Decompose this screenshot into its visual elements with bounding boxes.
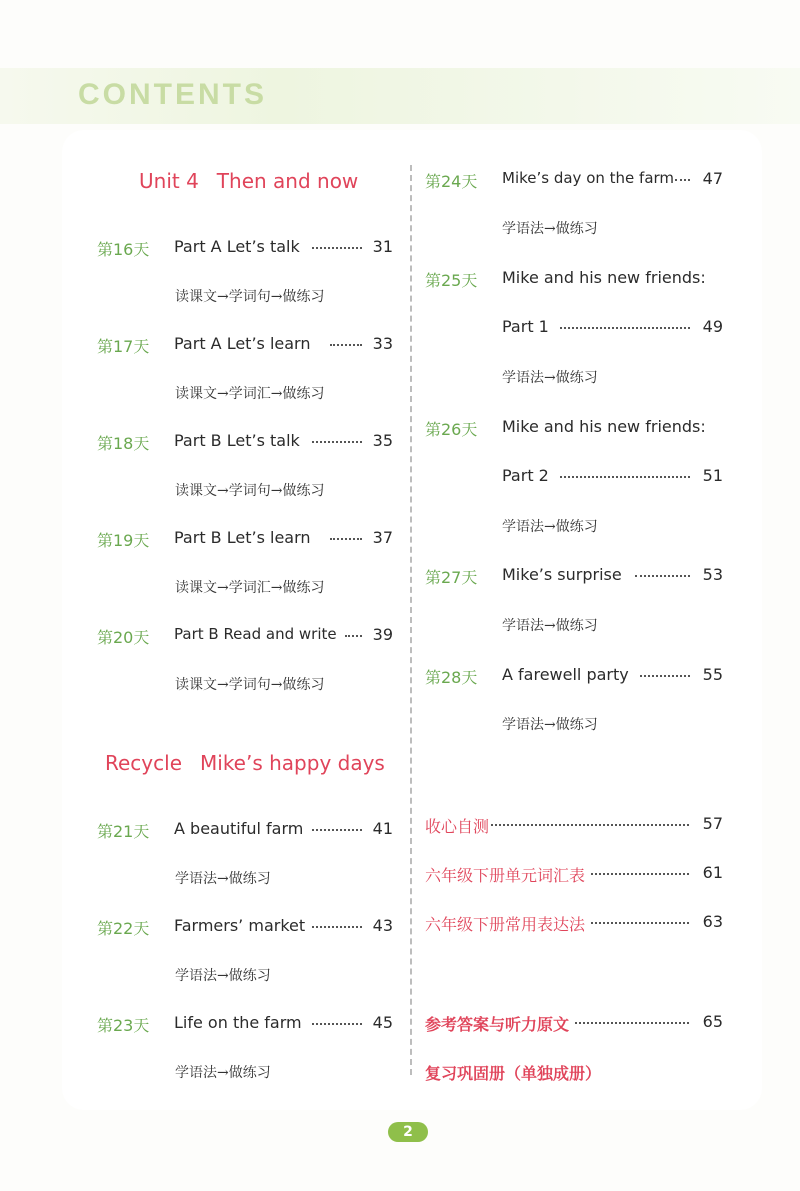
day-label: 第28天 (425, 668, 478, 687)
page-number: 57 (702, 814, 723, 833)
dot-leader (591, 922, 689, 924)
study-steps: 学语法→做练习 (175, 1065, 271, 1081)
study-steps: 学语法→做练习 (175, 968, 271, 984)
dot-leader (560, 327, 690, 329)
toc-entry-day18[interactable] (97, 431, 397, 459)
entry-title: Mike’s surprise (502, 565, 622, 584)
day-label: 第27天 (425, 568, 478, 587)
toc-entry-review-book[interactable] (425, 1061, 730, 1089)
toc-entry-day23[interactable] (97, 1013, 397, 1041)
page-number: 45 (372, 1013, 393, 1032)
entry-subtitle: Part 2 (502, 466, 549, 485)
day-label: 第16天 (97, 240, 150, 259)
entry-title: A farewell party (502, 665, 629, 684)
toc-entry-day27[interactable] (425, 565, 730, 593)
day-label: 第23天 (97, 1016, 150, 1035)
study-steps: 读课文→学词句→做练习 (175, 677, 325, 693)
study-steps: 学语法→做练习 (502, 717, 598, 733)
study-steps: 学语法→做练习 (502, 370, 598, 386)
dot-leader (345, 635, 362, 637)
page-number: 47 (702, 169, 723, 188)
entry-title: Life on the farm (174, 1013, 302, 1032)
day-label: 第22天 (97, 919, 150, 938)
toc-entry-day17[interactable] (97, 334, 397, 362)
day-label: 第19天 (97, 531, 150, 550)
toc-entry-day24[interactable] (425, 169, 730, 197)
toc-entry-day20[interactable] (97, 625, 397, 653)
page-number: 65 (702, 1012, 723, 1031)
day-label: 第20天 (97, 628, 150, 647)
unit-name: Recycle (105, 751, 182, 775)
entry-title: Part A Let’s learn (174, 334, 311, 353)
toc-entry-day25[interactable] (425, 268, 730, 296)
entry-title: Part B Read and write (174, 625, 337, 643)
dot-leader (312, 926, 362, 928)
day-label: 第18天 (97, 434, 150, 453)
dot-leader (491, 824, 689, 826)
page-number: 33 (372, 334, 393, 353)
toc-entry-day25-part[interactable] (502, 317, 730, 345)
entry-title: 六年级下册单元词汇表 (425, 866, 586, 885)
entry-title: Farmers’ market (174, 916, 306, 935)
page-number: 63 (702, 912, 723, 931)
contents-title: CONTENTS (78, 78, 267, 111)
toc-entry-answers[interactable] (425, 1012, 730, 1040)
entry-title: 参考答案与听力原文 (425, 1015, 570, 1034)
toc-entry-day26[interactable] (425, 417, 730, 445)
study-steps: 读课文→学词汇→做练习 (175, 580, 325, 596)
dot-leader (312, 441, 362, 443)
toc-entry-day22[interactable] (97, 916, 397, 944)
dot-leader (330, 344, 362, 346)
page-number: 49 (702, 317, 723, 336)
entry-title: Mike’s day on the farm (502, 169, 675, 187)
dot-leader (575, 1022, 689, 1024)
page-number: 61 (702, 863, 723, 882)
day-label: 第24天 (425, 172, 478, 191)
day-label: 第25天 (425, 271, 478, 290)
recycle-heading (105, 751, 385, 775)
dot-leader (312, 247, 362, 249)
entry-title: Part A Let’s talk (174, 237, 300, 256)
dot-leader (675, 179, 690, 181)
unit-subtitle: Mike’s happy days (200, 751, 385, 775)
page-number: 41 (372, 819, 393, 838)
toc-entry-vocab-list[interactable] (425, 863, 730, 891)
study-steps: 学语法→做练习 (502, 618, 598, 634)
unit-subtitle: Then and now (216, 169, 359, 193)
dot-leader (312, 829, 362, 831)
entry-title: 收心自测 (425, 817, 490, 836)
page-number: 31 (372, 237, 393, 256)
study-steps: 读课文→学词句→做练习 (175, 483, 325, 499)
page-number: 39 (372, 625, 393, 644)
dot-leader (635, 575, 690, 577)
toc-entry-day21[interactable] (97, 819, 397, 847)
day-label: 第21天 (97, 822, 150, 841)
study-steps: 读课文→学词汇→做练习 (175, 386, 325, 402)
dot-leader (640, 675, 690, 677)
unit-name: Unit 4 (139, 169, 199, 193)
toc-entry-self-test[interactable] (425, 814, 730, 842)
study-steps: 学语法→做练习 (502, 519, 598, 535)
day-label: 第26天 (425, 420, 478, 439)
page-number-badge: 2 (388, 1122, 428, 1142)
toc-entry-day16[interactable] (97, 237, 397, 265)
entry-title: 六年级下册常用表达法 (425, 915, 586, 934)
toc-entry-expressions[interactable] (425, 912, 730, 940)
entry-title: Part B Let’s learn (174, 528, 311, 547)
page-number: 43 (372, 916, 393, 935)
page-number: 35 (372, 431, 393, 450)
toc-entry-day26-part[interactable] (502, 466, 730, 494)
dot-leader (312, 1023, 362, 1025)
column-divider (410, 165, 412, 1075)
dot-leader (330, 538, 362, 540)
entry-title: Mike and his new friends: (502, 417, 706, 436)
entry-title: Part B Let’s talk (174, 431, 300, 450)
toc-entry-day28[interactable] (425, 665, 730, 693)
dot-leader (560, 476, 690, 478)
entry-title: A beautiful farm (174, 819, 304, 838)
unit-4-heading (139, 169, 358, 193)
entry-title: 复习巩固册（单独成册） (425, 1064, 602, 1083)
study-steps: 学语法→做练习 (175, 871, 271, 887)
entry-title: Mike and his new friends: (502, 268, 706, 287)
dot-leader (591, 873, 689, 875)
page-number: 53 (702, 565, 723, 584)
study-steps: 读课文→学词句→做练习 (175, 289, 325, 305)
toc-entry-day19[interactable] (97, 528, 397, 556)
page-number: 37 (372, 528, 393, 547)
day-label: 第17天 (97, 337, 150, 356)
page-number: 51 (702, 466, 723, 485)
page-number: 55 (702, 665, 723, 684)
study-steps: 学语法→做练习 (502, 221, 598, 237)
entry-subtitle: Part 1 (502, 317, 549, 336)
